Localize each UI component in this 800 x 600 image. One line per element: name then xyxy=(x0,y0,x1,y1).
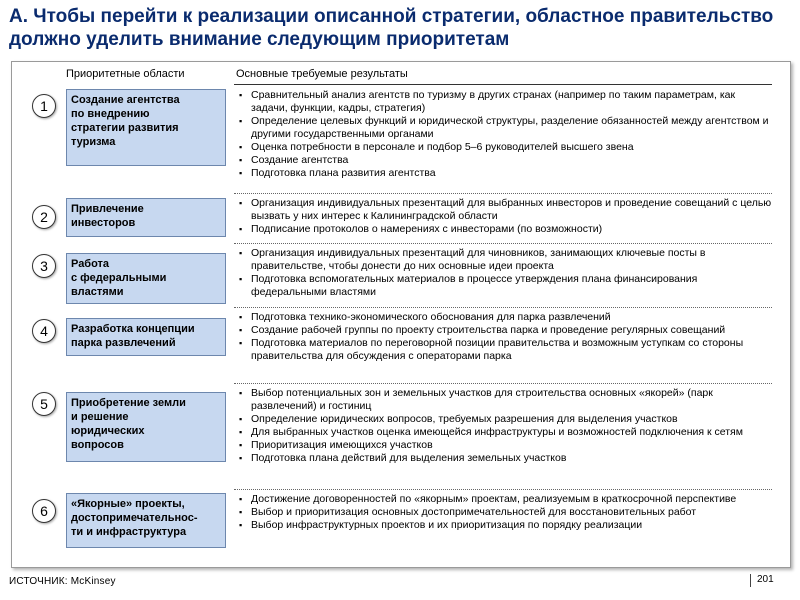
priority-area-box: Разработка концепции парка развлечений xyxy=(66,318,226,356)
result-item: ▪ Определение целевых функций и юридической структуры, разделение обязанностей между агентством и другими государственными органами xyxy=(234,115,772,141)
result-item: ▪ Подготовка технико-экономического обоснования для парка развлечений xyxy=(234,311,772,324)
results-list xyxy=(234,493,772,532)
page-number: 201 xyxy=(757,574,774,585)
row-number-badge: 3 xyxy=(32,254,56,278)
result-item: ▪ Создание агентства xyxy=(234,154,772,167)
header-divider xyxy=(234,84,772,85)
results-list xyxy=(234,387,772,465)
priority-row-5 xyxy=(12,384,790,490)
priority-area-box: Приобретение земли и решение юридических вопросов xyxy=(66,392,226,462)
result-item: ▪ Организация индивидуальных презентаций для выбранных инвесторов и проведение совещаний с целью вызвать у них интерес к Калининградской области xyxy=(234,197,772,223)
header-priority-areas: Приоритетные области xyxy=(66,68,185,80)
priority-row-4 xyxy=(12,308,790,384)
row-number-badge: 4 xyxy=(32,319,56,343)
priorities-table xyxy=(11,61,791,568)
result-item: ▪ Подготовка плана действий для выделения земельных участков xyxy=(234,452,772,465)
priority-area-box: Работа с федеральными властями xyxy=(66,253,226,304)
result-item: ▪ Подготовка материалов по переговорной позиции правительства и возможным уступкам со стороны правительства для обсуждения с операторами парка xyxy=(234,337,772,363)
priority-row-2 xyxy=(12,194,790,244)
result-item: ▪ Выбор и приоритизация основных достопримечательностей для восстановительных работ xyxy=(234,506,772,519)
priority-area-box: Создание агентства по внедрению стратегии развития туризма xyxy=(66,89,226,166)
result-item: ▪ Подготовка вспомогательных материалов в процессе утверждения плана финансирования федеральными властями xyxy=(234,273,772,299)
row-number-badge: 5 xyxy=(32,392,56,416)
result-item: ▪ Достижение договоренностей по «якорным» проектам, реализуемым в краткосрочной перспективе xyxy=(234,493,772,506)
source-note: ИСТОЧНИК: McKinsey xyxy=(9,576,116,587)
results-list xyxy=(234,197,772,236)
result-item: ▪ Подготовка плана развития агентства xyxy=(234,167,772,180)
result-item: ▪ Сравнительный анализ агентств по туризму в других странах (например по таким параметрам, как задачи, функции, кадры, стратегия) xyxy=(234,89,772,115)
row-number-badge: 6 xyxy=(32,499,56,523)
results-list xyxy=(234,247,772,299)
result-item: ▪ Создание рабочей группы по проекту строительства парка и проведение регулярных совещаний xyxy=(234,324,772,337)
result-item: ▪ Организация индивидуальных презентаций для чиновников, занимающих ключевые посты в правительстве, чтобы донести до них основные идеи проекта xyxy=(234,247,772,273)
results-list xyxy=(234,311,772,363)
result-item: ▪ Приоритизация имеющихся участков xyxy=(234,439,772,452)
result-item: ▪ Оценка потребности в персонале и подбор 5–6 руководителей высшего звена xyxy=(234,141,772,154)
result-item: ▪ Выбор инфраструктурных проектов и их приоритизация по порядку реализации xyxy=(234,519,772,532)
priority-area-box: «Якорные» проекты, достопримечательнос- ти и инфраструктура xyxy=(66,493,226,548)
result-item: ▪ Подписание протоколов о намерениях с инвесторами (по возможности) xyxy=(234,223,772,236)
row-number-badge: 1 xyxy=(32,94,56,118)
result-item: ▪ Выбор потенциальных зон и земельных участков для строительства основных «якорей» (парк развлечений) и гостиниц xyxy=(234,387,772,413)
header-expected-results: Основные требуемые результаты xyxy=(236,68,408,80)
result-item: ▪ Определение юридических вопросов, требуемых разрешения для выделения участков xyxy=(234,413,772,426)
row-number-badge: 2 xyxy=(32,205,56,229)
page-title: А. Чтобы перейти к реализации описанной стратегии, областное правительство должно уделить внимание следующим приоритетам xyxy=(9,6,774,50)
results-list xyxy=(234,89,772,180)
result-item: ▪ Для выбранных участков оценка имеющейся инфраструктуры и возможностей подключения к сетям xyxy=(234,426,772,439)
priority-row-6 xyxy=(12,490,790,566)
footer-divider xyxy=(750,574,751,587)
priority-row-3 xyxy=(12,244,790,308)
priority-row-1 xyxy=(12,86,790,194)
priority-area-box: Привлечение инвесторов xyxy=(66,198,226,237)
